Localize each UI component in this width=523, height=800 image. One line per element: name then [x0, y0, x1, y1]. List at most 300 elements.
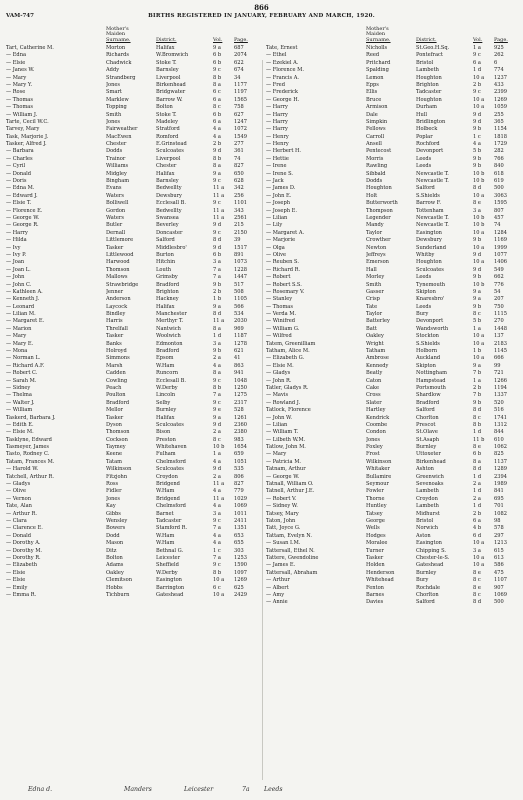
- child-name: Tatam, Frances M.: [6, 458, 55, 465]
- volume: 8 a: [213, 81, 221, 88]
- volume: 1 b: [473, 348, 482, 355]
- page-ref: 666: [494, 355, 504, 362]
- register-entry: [266, 400, 522, 407]
- volume: 6 b: [213, 251, 222, 258]
- district: Hackney: [156, 296, 179, 303]
- mother-maiden-surname: Dodd: [106, 532, 120, 539]
- district: Hull: [416, 111, 427, 118]
- mother-maiden-surname: Mason: [106, 540, 124, 547]
- register-entry: [6, 171, 262, 178]
- page-ref: 1237: [494, 74, 507, 81]
- volume: 8 e: [473, 569, 481, 576]
- mother-maiden-surname: Bolliwell: [106, 200, 129, 207]
- page-ref: 907: [494, 584, 504, 591]
- volume: 11 a: [213, 192, 225, 199]
- page-ref: 750: [494, 303, 504, 310]
- page-ref: 2317: [234, 399, 247, 406]
- district: Dewsbury: [156, 192, 182, 199]
- district: Louth: [156, 266, 172, 273]
- register-entry: [6, 385, 262, 392]
- child-name: — Mary E.: [6, 340, 34, 347]
- district: Merthyr T.: [156, 318, 184, 325]
- district: Burnley: [416, 569, 437, 576]
- mother-maiden-surname: Crisp: [366, 296, 380, 303]
- register-entry: [6, 215, 262, 222]
- mother-maiden-surname: Waters: [106, 192, 124, 199]
- mother-maiden-surname: Midgley: [106, 170, 127, 177]
- page-ref: 655: [234, 540, 244, 547]
- register-entry: [6, 481, 262, 488]
- district: S.Shields: [416, 340, 440, 347]
- mother-maiden-surname: Chadwick: [106, 59, 132, 66]
- mother-maiden-surname: Wilkinson: [106, 466, 132, 473]
- district: Liverpool: [156, 155, 181, 162]
- child-name: — Francis A.: [266, 74, 300, 81]
- district: Greenwich: [416, 473, 444, 480]
- district: Preston: [156, 436, 176, 443]
- district: Lambeth: [416, 488, 439, 495]
- register-entry: [266, 599, 522, 606]
- district: Brighton: [156, 288, 179, 295]
- register-entry: [6, 400, 262, 407]
- volume: 8 d: [213, 237, 222, 244]
- page-ref: 1115: [494, 311, 507, 318]
- child-name: — Edna: [6, 52, 27, 59]
- page-ref: 270: [494, 318, 504, 325]
- volume: 6 a: [473, 518, 481, 524]
- page-ref: 1062: [494, 444, 507, 451]
- register-entry: [6, 459, 262, 466]
- page-ref: 433: [494, 81, 504, 88]
- page-ref: 1729: [494, 141, 507, 148]
- page-ref: 6: [494, 59, 498, 66]
- page-ref: 1247: [234, 118, 247, 125]
- volume: 9 b: [473, 237, 482, 244]
- mother-maiden-surname: Ambrose: [366, 355, 389, 362]
- child-name: — Patricia M.: [266, 458, 302, 465]
- volume: 1 a: [473, 45, 481, 51]
- register-entry: [266, 503, 522, 510]
- child-name: — Stanley: [266, 296, 293, 303]
- page-ref: 277: [234, 141, 244, 148]
- register-entry: [6, 112, 262, 119]
- maiden-header-line1: Mother's: [106, 25, 129, 32]
- page-ref: 1105: [234, 296, 247, 303]
- mother-maiden-surname: Jones: [366, 436, 381, 443]
- volume: 2 a: [473, 495, 481, 502]
- register-entry: [6, 289, 262, 296]
- child-name: — Reuben S.: [266, 259, 299, 266]
- register-entry: [6, 451, 262, 458]
- volume: 8 d: [473, 407, 482, 414]
- right-column: [266, 24, 522, 607]
- district: Sevenoaks: [416, 481, 444, 488]
- register-entry: [266, 171, 522, 178]
- mother-maiden-surname: Bingham: [106, 178, 130, 185]
- page-ref: 825: [494, 451, 504, 458]
- mother-maiden-surname: Armison: [366, 104, 388, 111]
- page-ref: 74: [234, 155, 241, 162]
- page-ref: 256: [234, 192, 244, 199]
- child-name: — Harry: [266, 104, 288, 111]
- page-ref: 1177: [234, 81, 247, 88]
- page-ref: 613: [494, 554, 504, 561]
- mother-maiden-surname: Carroll: [366, 133, 385, 140]
- page-ref: 1351: [234, 525, 247, 532]
- child-name: Tatnam, Arthur: [266, 466, 306, 473]
- volume: 10 b: [473, 178, 485, 185]
- child-name: — Dorothy R.: [6, 554, 41, 561]
- volume: 10 a: [473, 192, 485, 199]
- page-ref: 2399: [494, 89, 507, 96]
- child-name: — James D.: [266, 185, 296, 192]
- volume: 6 b: [213, 111, 222, 118]
- mother-maiden-surname: MacEwen: [106, 133, 132, 140]
- register-entry: [266, 200, 522, 207]
- mother-maiden-surname: Gordon: [106, 207, 126, 214]
- volume: 9 d: [213, 421, 222, 428]
- mother-maiden-surname: Wensley: [106, 518, 128, 524]
- district: Uttoxeter: [416, 451, 441, 458]
- register-entry: [266, 422, 522, 429]
- child-name: — William J.: [6, 111, 38, 118]
- register-entry: [266, 178, 522, 185]
- volume: 8 d: [473, 185, 482, 192]
- page-ref: 653: [234, 532, 244, 539]
- mother-maiden-surname: Holden: [366, 562, 385, 569]
- register-entry: [6, 60, 262, 67]
- register-entry: [266, 134, 522, 141]
- volume: 8 d: [473, 466, 482, 473]
- register-entry: [266, 252, 522, 259]
- child-name: — Sidney W.: [266, 503, 298, 510]
- register-entry: [6, 496, 262, 503]
- mother-maiden-surname: Epps: [366, 81, 379, 88]
- child-name: — Harry: [6, 229, 28, 236]
- volume: 10 a: [473, 96, 485, 103]
- volume: 9 c: [473, 89, 481, 96]
- district: Newcastle T.: [416, 170, 449, 177]
- district: Barrow F.: [416, 200, 442, 207]
- mother-maiden-surname: Barnes: [366, 591, 385, 598]
- register-entry: [6, 518, 262, 525]
- child-name: — Amy: [266, 591, 285, 598]
- register-entry: [6, 245, 262, 252]
- register-entry: [6, 97, 262, 104]
- child-name: Tarte, Cecil W.C.: [6, 118, 49, 125]
- district: Sculcoates: [156, 421, 184, 428]
- page-ref: 586: [494, 562, 504, 569]
- register-entry: [266, 230, 522, 237]
- register-entry: [266, 215, 522, 222]
- register-entry: [6, 259, 262, 266]
- volume: 3 a: [213, 259, 221, 266]
- volume: 9 d: [213, 222, 222, 229]
- child-name: — Marjorie: [266, 237, 296, 244]
- district: Pontefract: [416, 52, 443, 59]
- mother-maiden-surname: Tasker: [106, 333, 124, 340]
- mother-maiden-surname: Littlemore: [106, 237, 134, 244]
- page-ref: 1999: [494, 244, 507, 251]
- register-entry: [266, 415, 522, 422]
- child-name: — Annie: [266, 599, 288, 606]
- volume: 8 a: [213, 325, 221, 332]
- child-name: — Emily: [6, 584, 28, 591]
- volume: 9 d: [473, 251, 482, 258]
- mother-maiden-surname: Ellis: [366, 89, 378, 96]
- register-entry: [266, 570, 522, 577]
- register-entry: [6, 577, 262, 584]
- district: Birkenhead: [156, 81, 186, 88]
- district: Chipping S.: [416, 547, 447, 554]
- child-name: — Harry: [266, 111, 288, 118]
- page-ref: 1082: [494, 510, 507, 517]
- register-entry: [6, 525, 262, 532]
- vol-header: Vol.: [213, 37, 223, 44]
- volume: 1 b: [213, 296, 222, 303]
- district: Epsom: [156, 355, 174, 362]
- child-name: — Ivy P.: [6, 251, 27, 258]
- child-name: — Vernon: [6, 495, 32, 502]
- child-name: — Irene: [266, 163, 287, 170]
- page-ref: 2429: [234, 591, 247, 598]
- district: Skipton: [416, 362, 436, 369]
- page-ref: 650: [234, 170, 244, 177]
- page-ref: 342: [234, 185, 244, 192]
- district: W.Derby: [156, 384, 178, 391]
- register-entry: [266, 437, 522, 444]
- district: Sculcoates: [416, 266, 444, 273]
- mother-maiden-surname: Littlewood: [106, 251, 134, 258]
- page-ref: 262: [494, 52, 504, 59]
- district: Grimsby: [156, 274, 178, 281]
- mother-maiden-surname: Crowther: [366, 237, 391, 244]
- volume: 7 b: [473, 370, 482, 377]
- district: W.Ham: [156, 532, 175, 539]
- child-name: Tatsey, Mary: [266, 510, 299, 517]
- page-ref: 841: [494, 488, 504, 495]
- mother-maiden-surname: Wright: [366, 340, 384, 347]
- child-name: — Lilian M.: [6, 311, 36, 318]
- volume: 2 b: [473, 510, 482, 517]
- volume: 9 d: [213, 244, 222, 251]
- register-entry: [266, 341, 522, 348]
- page-ref: 1284: [494, 229, 507, 236]
- district: Whitehaven: [156, 444, 187, 451]
- district: Salford: [416, 185, 435, 192]
- child-name: — Henry: [266, 133, 289, 140]
- volume: 10 a: [473, 340, 485, 347]
- child-name: — Charles: [6, 155, 33, 162]
- mother-maiden-surname: Peach: [106, 384, 122, 391]
- mother-maiden-surname: Whitaker: [366, 466, 390, 473]
- district: Leeds: [416, 274, 432, 281]
- mother-maiden-surname: Fidler: [106, 488, 122, 495]
- register-entry: [6, 503, 262, 510]
- district: Sunderland: [416, 244, 446, 251]
- register-entry: [266, 370, 522, 377]
- district: Bradford: [156, 281, 180, 288]
- child-name: — Elsie T.: [6, 200, 32, 207]
- district: Houghton: [416, 74, 442, 81]
- mother-maiden-surname: Threlfall: [106, 325, 128, 332]
- volume: 9 a: [473, 362, 481, 369]
- page-ref: 1107: [494, 577, 507, 584]
- district: Rochdale: [416, 584, 440, 591]
- register-entry: [6, 156, 262, 163]
- page-ref: 516: [494, 407, 504, 414]
- page-ref: 2183: [494, 340, 507, 347]
- volume: 4 a: [213, 503, 221, 510]
- maiden-header: [106, 27, 156, 44]
- child-name: — Mary: [6, 333, 27, 340]
- page-ref: 343: [234, 207, 244, 214]
- register-entry: [6, 363, 262, 370]
- register-entry: [266, 348, 522, 355]
- mother-maiden-surname: Taylor: [366, 229, 383, 236]
- register-entry: [266, 562, 522, 569]
- mother-maiden-surname: Cowling: [106, 377, 128, 384]
- register-entry: [266, 82, 522, 89]
- page-ref: 303: [234, 547, 244, 554]
- register-entry: [6, 311, 262, 318]
- district: Bethnal G.: [156, 547, 184, 554]
- volume: 4 a: [213, 126, 221, 133]
- mother-maiden-surname: Chester: [106, 141, 127, 148]
- mother-maiden-surname: Clemitson: [106, 577, 133, 584]
- child-name: — Kenneth J.: [6, 296, 40, 303]
- volume: 10 a: [473, 259, 485, 266]
- mother-maiden-surname: Batt: [366, 325, 377, 332]
- mother-maiden-surname: Morton: [106, 45, 126, 51]
- mother-maiden-surname: Jones: [106, 495, 121, 502]
- district: Stamford R.: [156, 525, 188, 532]
- register-entry: [6, 230, 262, 237]
- child-name: Tattere, Gwendoline: [266, 554, 319, 561]
- volume: 3 a: [213, 340, 221, 347]
- volume: 10 a: [473, 229, 485, 236]
- district: Woolwich: [156, 333, 181, 340]
- page-ref: 74: [494, 222, 501, 229]
- district: Poplar: [416, 133, 433, 140]
- page-ref: 297: [494, 532, 504, 539]
- page-ref: 610: [494, 436, 504, 443]
- district: Halifax: [156, 414, 175, 421]
- district: Bridgend: [156, 495, 180, 502]
- volume: 4 b: [473, 525, 482, 532]
- district: Durham: [416, 104, 437, 111]
- child-name: — Hilda: [6, 237, 27, 244]
- child-name: — Arthur R.: [6, 510, 37, 517]
- volume: 8 c: [473, 577, 481, 584]
- district: Tadcaster: [156, 518, 182, 524]
- page-ref: 282: [494, 148, 504, 155]
- page-ref: 1337: [494, 392, 507, 399]
- mother-maiden-surname: Fenton: [366, 584, 384, 591]
- page-ref: 701: [494, 503, 504, 510]
- district: Norwich: [416, 525, 439, 532]
- maiden-header-line3: Surname.: [366, 37, 391, 44]
- child-name: — Harry: [266, 126, 288, 133]
- child-name: Tasklyne, Edward: [6, 436, 52, 443]
- mother-maiden-surname: Kay: [106, 503, 116, 510]
- page-ref: 2394: [494, 473, 507, 480]
- volume: 1 a: [213, 451, 221, 458]
- page-ref: 615: [494, 547, 504, 554]
- mother-maiden-surname: Topping: [106, 104, 127, 111]
- page-ref: 2411: [234, 518, 247, 524]
- child-name: — Margaret A.: [266, 229, 305, 236]
- volume: 10 b: [473, 281, 485, 288]
- page-ref: 622: [234, 59, 244, 66]
- mother-maiden-surname: Dyson: [106, 421, 122, 428]
- district: Stoke T.: [156, 59, 177, 66]
- volume: 9 d: [473, 266, 482, 273]
- volume: 8 d: [473, 599, 482, 606]
- district: Burnley: [416, 444, 437, 451]
- mother-maiden-surname: Butler: [106, 222, 123, 229]
- child-name: Tatem, Greenilliam: [266, 340, 316, 347]
- page-ref: 1101: [234, 200, 247, 207]
- page-ref: 1169: [494, 237, 507, 244]
- volume: 6 b: [213, 52, 222, 59]
- page-ref: 941: [234, 370, 244, 377]
- volume: 4 a: [213, 540, 221, 547]
- page-ref: 1048: [234, 377, 247, 384]
- register-entry: [6, 370, 262, 377]
- register-entry: [266, 208, 522, 215]
- register-entry: [266, 555, 522, 562]
- child-name: — Ivy: [6, 244, 21, 251]
- left-header: [6, 24, 262, 45]
- volume: 10 a: [213, 591, 225, 598]
- page-ref: 674: [234, 67, 244, 74]
- volume: 3 a: [473, 547, 481, 554]
- mother-maiden-surname: Thomson: [106, 266, 130, 273]
- volume: 2 a: [213, 355, 221, 362]
- volume: 8 b: [213, 155, 222, 162]
- volume: 8 b: [213, 384, 222, 391]
- register-entry: [266, 289, 522, 296]
- child-name: — Mona: [6, 348, 28, 355]
- mother-maiden-surname: Pritchard: [366, 59, 391, 66]
- mother-maiden-surname: Poulton: [106, 392, 126, 399]
- page-ref: 1741: [494, 414, 507, 421]
- register-entry: [266, 318, 522, 325]
- mother-maiden-surname: Mallows: [106, 274, 128, 281]
- page-ref: 627: [234, 111, 244, 118]
- volume: 9 d: [213, 148, 222, 155]
- child-name: — Norman L.: [6, 355, 41, 362]
- register-entry: [266, 392, 522, 399]
- page-ref: 534: [234, 311, 244, 318]
- child-name: — Clara: [6, 518, 27, 524]
- register-entry: [6, 193, 262, 200]
- district: Croydon: [416, 495, 438, 502]
- volume: 7 a: [213, 554, 221, 561]
- volume: 9 d: [473, 111, 482, 118]
- district: Leeds: [416, 163, 432, 170]
- district: Prescot: [416, 421, 436, 428]
- register-entry: [6, 296, 262, 303]
- mother-maiden-surname: Beatly: [366, 370, 383, 377]
- district: Houghton: [416, 96, 442, 103]
- volume: 8 c: [473, 591, 481, 598]
- page-ref: 1250: [234, 384, 247, 391]
- page-ref: 1269: [494, 96, 507, 103]
- register-entry: [266, 488, 522, 495]
- volume: 9 c: [213, 399, 221, 406]
